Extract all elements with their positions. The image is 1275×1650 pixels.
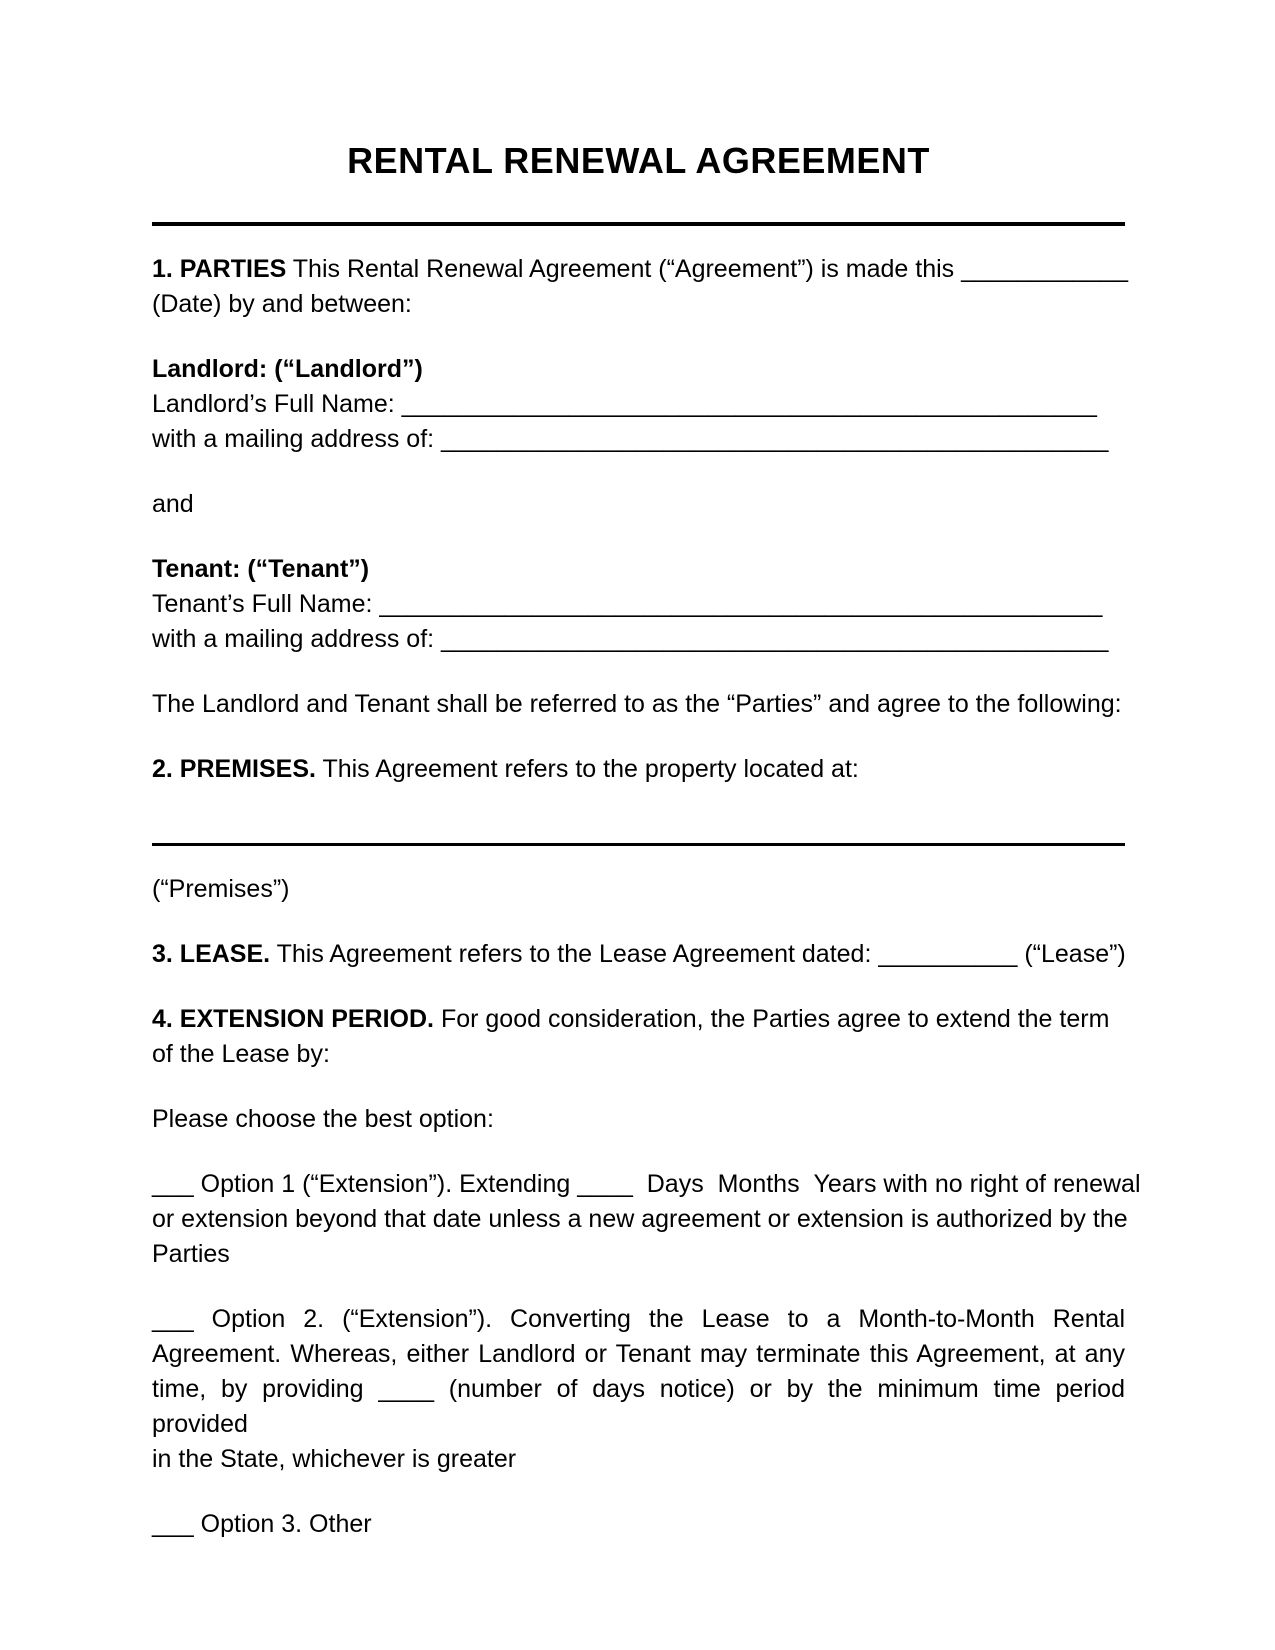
- premises-address-blank: [152, 787, 1125, 846]
- extension-text: For good consideration, the Parties agree to extend the term: [434, 1005, 1110, 1033]
- tenant-name-line: [152, 587, 1125, 622]
- option-2-line-1: ___ Option 2. (“Extension”). Converting the Lease to a Month-to-Month Rental: [152, 1305, 1125, 1333]
- landlord-address-label: with a mailing address of:: [152, 425, 442, 453]
- landlord-address-line: [152, 422, 1125, 457]
- document-title: RENTAL RENEWAL AGREEMENT: [347, 140, 930, 181]
- tenant-address-label: with a mailing address of:: [152, 625, 442, 653]
- lease-section-heading: 3. LEASE.: [152, 940, 271, 968]
- extension-heading-line: [152, 1002, 1125, 1037]
- lease-text: This Agreement refers to the Lease Agreement dated:: [270, 940, 879, 968]
- tenant-block: [152, 552, 1125, 657]
- section-3-lease: [152, 937, 1125, 972]
- extension-section-heading: 4. EXTENSION PERIOD.: [152, 1005, 435, 1033]
- choose-option-prompt: Please choose the best option:: [152, 1105, 494, 1133]
- landlord-name-blank: __________________________________________________: [401, 390, 1097, 418]
- section-4-extension: [152, 1002, 1125, 1072]
- option-1-line-1: ___ Option 1 (“Extension”). Extending ____ Days Months Years with no right of renewal: [152, 1170, 1141, 1198]
- premises-text: This Agreement refers to the property located at:: [315, 755, 859, 783]
- agreement-date-blank: ____________: [961, 255, 1128, 283]
- extension-text-cont: of the Lease by:: [152, 1040, 330, 1068]
- tenant-address-line: [152, 622, 1125, 657]
- tenant-heading: Tenant: (“Tenant”): [152, 555, 370, 583]
- lease-suffix: (“Lease”): [1017, 940, 1126, 968]
- option-1: [152, 1167, 1141, 1272]
- tenant-address-blank: ________________________________________________: [441, 625, 1109, 653]
- option-3: ___ Option 3. Other: [152, 1510, 372, 1538]
- parties-section-heading: 1. PARTIES: [152, 255, 287, 283]
- premises-section-heading: 2. PREMISES.: [152, 755, 316, 783]
- premises-caption: (“Premises”): [152, 875, 290, 903]
- option-2-line-3: time, by providing ____ (number of days notice) or by the minimum time period provided: [152, 1375, 1125, 1438]
- lease-date-blank: __________: [878, 940, 1018, 968]
- title-rule: [152, 222, 1125, 226]
- option-2: [152, 1302, 1125, 1477]
- option-1-line-2: or extension beyond that date unless a new agreement or extension is authorized by the: [152, 1205, 1128, 1233]
- option-1-line-3: Parties: [152, 1240, 230, 1268]
- parties-clause: The Landlord and Tenant shall be referred to as the “Parties” and agree to the following:: [152, 690, 1122, 718]
- option-2-line-2: Agreement. Whereas, either Landlord or Tenant may terminate this Agreement, at any: [152, 1340, 1125, 1368]
- tenant-name-label: Tenant’s Full Name:: [152, 590, 380, 618]
- parties-intro-text: This Rental Renewal Agreement (“Agreement”) is made this: [286, 255, 962, 283]
- landlord-heading: Landlord: (“Landlord”): [152, 355, 423, 383]
- parties-intro-line: [152, 252, 1128, 287]
- parties-intro-cont: (Date) by and between:: [152, 290, 412, 318]
- landlord-block: [152, 352, 1125, 457]
- section-2-premises: [152, 752, 1125, 787]
- landlord-address-blank: ________________________________________________: [441, 425, 1109, 453]
- section-1-parties: [152, 252, 1128, 322]
- premises-heading-line: [152, 752, 1125, 787]
- tenant-name-blank: ____________________________________________________: [379, 590, 1103, 618]
- option-2-line-4: in the State, whichever is greater: [152, 1445, 517, 1473]
- landlord-name-line: [152, 387, 1125, 422]
- lease-line: [152, 937, 1125, 972]
- landlord-name-label: Landlord’s Full Name:: [152, 390, 402, 418]
- and-connector: and: [152, 490, 194, 518]
